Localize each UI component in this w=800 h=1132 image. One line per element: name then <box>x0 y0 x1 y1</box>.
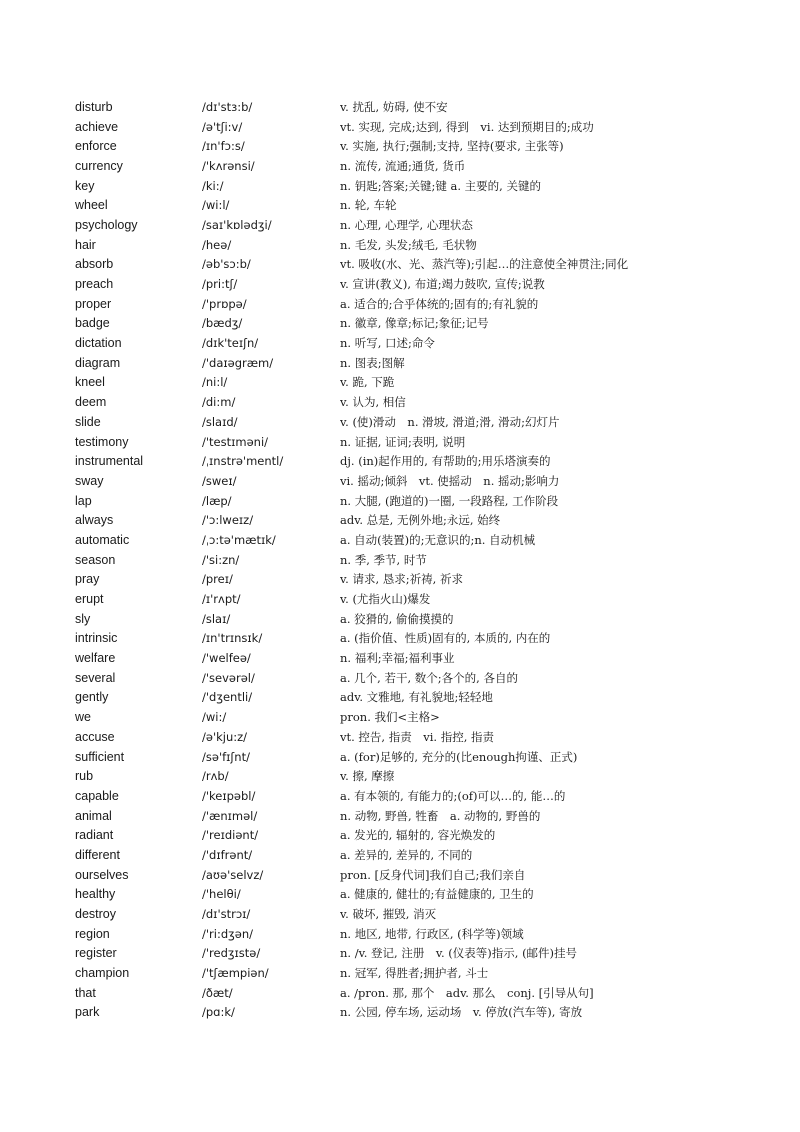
vocab-phonetic: /ni:l/ <box>202 375 228 390</box>
vocab-row <box>75 412 735 432</box>
vocabulary-list <box>75 97 735 1022</box>
vocab-meaning: a. (for)足够的, 充分的(比enough拘谨、正式) <box>340 749 578 764</box>
vocab-phonetic: /aʊə'selvz/ <box>202 867 264 882</box>
vocab-phonetic: /ˌɔ:tə'mætɪk/ <box>202 532 276 547</box>
vocab-meaning: a. 自动(装置)的;无意识的;n. 自动机械 <box>340 532 536 547</box>
vocab-phonetic: /'kʌrənsi/ <box>202 158 255 173</box>
vocab-word: region <box>75 926 110 941</box>
vocab-word: that <box>75 985 96 1000</box>
vocab-row <box>75 825 735 845</box>
vocab-row <box>75 471 735 491</box>
vocab-row <box>75 510 735 530</box>
vocab-word: always <box>75 513 114 528</box>
vocab-row <box>75 176 735 196</box>
vocab-phonetic: /'ɔ:lweɪz/ <box>202 513 254 528</box>
vocab-phonetic: /ˌɪnstrə'mentl/ <box>202 454 284 469</box>
vocab-phonetic: /saɪ'kɒlədʒi/ <box>202 217 272 232</box>
vocab-phonetic: /ɪn'fɔ:s/ <box>202 139 245 154</box>
vocab-row <box>75 609 735 629</box>
vocab-row <box>75 373 735 393</box>
vocab-meaning: a. 发光的, 辐射的, 容光焕发的 <box>340 828 496 843</box>
vocab-meaning: vt. 吸收(水、光、蒸汽等);引起…的注意使全神贯注;同化 <box>340 257 629 272</box>
vocab-row <box>75 235 735 255</box>
vocab-row <box>75 668 735 688</box>
vocab-word: preach <box>75 277 114 292</box>
vocab-word: animal <box>75 808 112 823</box>
vocab-word: deem <box>75 395 107 410</box>
vocab-phonetic: /'testɪməni/ <box>202 434 269 449</box>
vocab-row <box>75 963 735 983</box>
vocab-phonetic: /ɪ'rʌpt/ <box>202 592 241 607</box>
vocab-word: ourselves <box>75 867 129 882</box>
vocab-meaning: pron. [反身代词]我们自己;我们亲自 <box>340 867 526 882</box>
vocab-word: radiant <box>75 828 114 843</box>
vocab-word: lap <box>75 493 92 508</box>
vocab-word: automatic <box>75 532 130 547</box>
vocab-row <box>75 924 735 944</box>
vocab-meaning: vi. 摇动;倾斜 vt. 使摇动 n. 摇动;影响力 <box>340 473 560 488</box>
vocab-phonetic: /slaɪd/ <box>202 414 238 429</box>
vocab-row <box>75 944 735 964</box>
vocab-word: hair <box>75 237 96 252</box>
vocab-word: champion <box>75 966 130 981</box>
vocab-meaning: n. 听写, 口述;命令 <box>340 336 435 351</box>
vocab-meaning: a. 有本领的, 有能力的;(of)可以…的, 能…的 <box>340 788 566 803</box>
vocab-row <box>75 530 735 550</box>
vocab-meaning: vt. 控告, 指责 vi. 指控, 指责 <box>340 729 495 744</box>
vocab-phonetic: /dɪk'teɪʃn/ <box>202 336 259 351</box>
vocab-word: psychology <box>75 217 138 232</box>
vocab-meaning: n. 冠军, 得胜者;拥护者, 斗士 <box>340 966 489 981</box>
vocab-phonetic: /pɑ:k/ <box>202 1005 235 1020</box>
vocab-word: disturb <box>75 99 113 114</box>
vocab-word: badge <box>75 316 110 331</box>
vocab-phonetic: /pri:tʃ/ <box>202 277 238 292</box>
vocab-meaning: n. 福利;幸福;福利事业 <box>340 651 455 666</box>
vocab-meaning: v. 实施, 执行;强制;支持, 坚持(要求, 主张等) <box>340 139 564 154</box>
vocab-meaning: v. 破坏, 摧毁, 消灭 <box>340 907 437 922</box>
vocab-meaning: n. 流传, 流通;通货, 货币 <box>340 158 466 173</box>
vocab-row <box>75 333 735 353</box>
vocab-word: park <box>75 1005 100 1020</box>
vocab-row <box>75 727 735 747</box>
vocab-row <box>75 117 735 137</box>
vocab-meaning: n. 动物, 野兽, 牲畜 a. 动物的, 野兽的 <box>340 808 541 823</box>
vocab-word: achieve <box>75 119 119 134</box>
vocab-meaning: pron. 我们<主格> <box>340 710 440 725</box>
vocab-phonetic: /ə'tʃi:v/ <box>202 119 243 134</box>
vocab-row <box>75 195 735 215</box>
vocab-row <box>75 904 735 924</box>
vocab-word: destroy <box>75 907 116 922</box>
vocab-meaning: a. /pron. 那, 那个 adv. 那么 conj. [引导从句] <box>340 985 594 1000</box>
vocab-meaning: v. 跪, 下跪 <box>340 375 395 390</box>
vocab-word: wheel <box>75 198 108 213</box>
vocab-row <box>75 451 735 471</box>
vocab-meaning: a. 狡猾的, 偷偷摸摸的 <box>340 611 454 626</box>
vocab-phonetic: /wi:l/ <box>202 198 230 213</box>
vocab-meaning: a. (指价值、性质)固有的, 本质的, 内在的 <box>340 631 551 646</box>
vocab-word: sway <box>75 473 104 488</box>
vocab-phonetic: /'helθi/ <box>202 887 241 902</box>
vocab-phonetic: /'sevərəl/ <box>202 670 255 685</box>
vocab-meaning: n. 大腿, (跑道的)一圈, 一段路程, 工作阶段 <box>340 493 559 508</box>
vocab-phonetic: /sə'fɪʃnt/ <box>202 749 250 764</box>
vocab-phonetic: /'si:zn/ <box>202 552 240 567</box>
vocab-row <box>75 806 735 826</box>
vocab-row <box>75 255 735 275</box>
vocab-word: we <box>75 710 91 725</box>
vocab-meaning: v. (尤指火山)爆发 <box>340 592 431 607</box>
vocab-row <box>75 983 735 1003</box>
vocab-word: register <box>75 946 117 961</box>
vocab-word: diagram <box>75 355 121 370</box>
vocab-phonetic: /preɪ/ <box>202 572 233 587</box>
vocab-word: healthy <box>75 887 116 902</box>
vocab-meaning: a. 差异的, 差异的, 不同的 <box>340 847 473 862</box>
vocab-phonetic: /sweɪ/ <box>202 473 237 488</box>
vocab-word: pray <box>75 572 100 587</box>
vocab-meaning: v. 认为, 相信 <box>340 395 406 410</box>
vocab-phonetic: /'dɪfrənt/ <box>202 847 253 862</box>
vocab-word: different <box>75 847 120 862</box>
vocab-word: season <box>75 552 116 567</box>
vocab-phonetic: /ki:/ <box>202 178 224 193</box>
vocab-word: dictation <box>75 336 122 351</box>
vocab-row <box>75 274 735 294</box>
vocab-row <box>75 865 735 885</box>
vocab-row <box>75 97 735 117</box>
vocab-meaning: n. 徽章, 像章;标记;象征;记号 <box>340 316 489 331</box>
vocab-meaning: n. 证据, 证词;表明, 说明 <box>340 434 466 449</box>
vocab-phonetic: /heə/ <box>202 237 232 252</box>
vocab-phonetic: /dɪ'strɔɪ/ <box>202 907 251 922</box>
vocab-word: rub <box>75 769 94 784</box>
vocab-meaning: a. 几个, 若干, 数个;各个的, 各自的 <box>340 670 518 685</box>
vocab-word: erupt <box>75 592 104 607</box>
vocab-phonetic: /'redʒɪstə/ <box>202 946 261 961</box>
vocab-word: proper <box>75 296 112 311</box>
vocab-phonetic: /'ri:dʒən/ <box>202 926 254 941</box>
vocab-row <box>75 648 735 668</box>
vocab-phonetic: /'dʒentli/ <box>202 690 253 705</box>
vocab-phonetic: /ə'kju:z/ <box>202 729 248 744</box>
vocab-meaning: v. 宣讲(教义), 布道;竭力鼓吹, 宣传;说教 <box>340 277 545 292</box>
vocab-meaning: v. 扰乱, 妨碍, 使不安 <box>340 99 448 114</box>
vocab-phonetic: /bædʒ/ <box>202 316 243 331</box>
vocab-word: capable <box>75 788 119 803</box>
vocab-phonetic: /'prɒpə/ <box>202 296 247 311</box>
vocab-phonetic: /'ænɪməl/ <box>202 808 258 823</box>
vocab-word: accuse <box>75 729 115 744</box>
vocab-row <box>75 885 735 905</box>
vocab-row <box>75 589 735 609</box>
vocab-word: key <box>75 178 95 193</box>
vocab-phonetic: /ɪn'trɪnsɪk/ <box>202 631 263 646</box>
vocab-word: currency <box>75 158 123 173</box>
vocab-meaning: n. 地区, 地带, 行政区, (科学等)领域 <box>340 926 524 941</box>
vocab-word: absorb <box>75 257 114 272</box>
vocab-row <box>75 766 735 786</box>
vocab-row <box>75 432 735 452</box>
vocab-phonetic: /'daɪəgræm/ <box>202 355 274 370</box>
vocab-row <box>75 314 735 334</box>
vocab-row <box>75 550 735 570</box>
vocab-phonetic: /wi:/ <box>202 710 227 725</box>
vocab-word: enforce <box>75 139 117 154</box>
vocab-phonetic: /rʌb/ <box>202 769 229 784</box>
vocab-word: sufficient <box>75 749 125 764</box>
vocab-row <box>75 294 735 314</box>
vocab-row <box>75 353 735 373</box>
vocab-word: kneel <box>75 375 105 390</box>
vocab-meaning: adv. 总是, 无例外地;永远, 始终 <box>340 513 501 528</box>
vocab-phonetic: /'keɪpəbl/ <box>202 788 256 803</box>
vocab-phonetic: /dɪ'stɜ:b/ <box>202 99 253 114</box>
vocab-phonetic: /'reɪdiənt/ <box>202 828 259 843</box>
vocab-row <box>75 786 735 806</box>
vocab-row <box>75 491 735 511</box>
vocab-meaning: v. (使)滑动 n. 滑坡, 滑道;滑, 滑动;幻灯片 <box>340 414 560 429</box>
vocab-row <box>75 747 735 767</box>
vocab-meaning: n. 公园, 停车场, 运动场 v. 停放(汽车等), 寄放 <box>340 1005 583 1020</box>
vocab-meaning: n. 季, 季节, 时节 <box>340 552 427 567</box>
vocab-phonetic: /læp/ <box>202 493 232 508</box>
vocab-phonetic: /ðæt/ <box>202 985 233 1000</box>
vocab-meaning: n. /v. 登记, 注册 v. (仪表等)指示, (邮件)挂号 <box>340 946 578 961</box>
vocab-word: welfare <box>75 651 116 666</box>
vocab-meaning: n. 毛发, 头发;绒毛, 毛状物 <box>340 237 477 252</box>
vocab-word: instrumental <box>75 454 144 469</box>
vocab-meaning: a. 适合的;合乎体统的;固有的;有礼貌的 <box>340 296 539 311</box>
vocab-row <box>75 1003 735 1023</box>
vocab-meaning: n. 心理, 心理学, 心理状态 <box>340 217 473 232</box>
vocab-row <box>75 215 735 235</box>
vocab-row <box>75 845 735 865</box>
vocab-word: intrinsic <box>75 631 118 646</box>
vocab-meaning: v. 请求, 恳求;祈祷, 祈求 <box>340 572 463 587</box>
vocab-row <box>75 392 735 412</box>
vocab-meaning: n. 钥匙;答案;关键;键 a. 主要的, 关键的 <box>340 178 541 193</box>
vocab-meaning: a. 健康的, 健壮的;有益健康的, 卫生的 <box>340 887 534 902</box>
vocab-word: sly <box>75 611 91 626</box>
vocab-word: slide <box>75 414 101 429</box>
vocab-row <box>75 707 735 727</box>
vocab-phonetic: /slaɪ/ <box>202 611 231 626</box>
vocab-meaning: vt. 实现, 完成;达到, 得到 vi. 达到预期目的;成功 <box>340 119 594 134</box>
vocab-phonetic: /'welfeə/ <box>202 651 251 666</box>
vocab-phonetic: /əb'sɔ:b/ <box>202 257 251 272</box>
vocab-meaning: adv. 文雅地, 有礼貌地;轻轻地 <box>340 690 493 705</box>
vocab-row <box>75 570 735 590</box>
vocab-meaning: n. 图表;图解 <box>340 355 405 370</box>
vocab-phonetic: /'tʃæmpiən/ <box>202 966 269 981</box>
vocab-word: testimony <box>75 434 129 449</box>
vocab-row <box>75 629 735 649</box>
vocab-meaning: dj. (in)起作用的, 有帮助的;用乐塔演奏的 <box>340 454 551 469</box>
vocab-row <box>75 156 735 176</box>
vocab-row <box>75 688 735 708</box>
vocab-word: gently <box>75 690 109 705</box>
vocab-row <box>75 136 735 156</box>
vocab-meaning: n. 轮, 车轮 <box>340 198 397 213</box>
vocab-word: several <box>75 670 116 685</box>
vocab-meaning: v. 擦, 摩擦 <box>340 769 395 784</box>
vocab-phonetic: /di:m/ <box>202 395 236 410</box>
